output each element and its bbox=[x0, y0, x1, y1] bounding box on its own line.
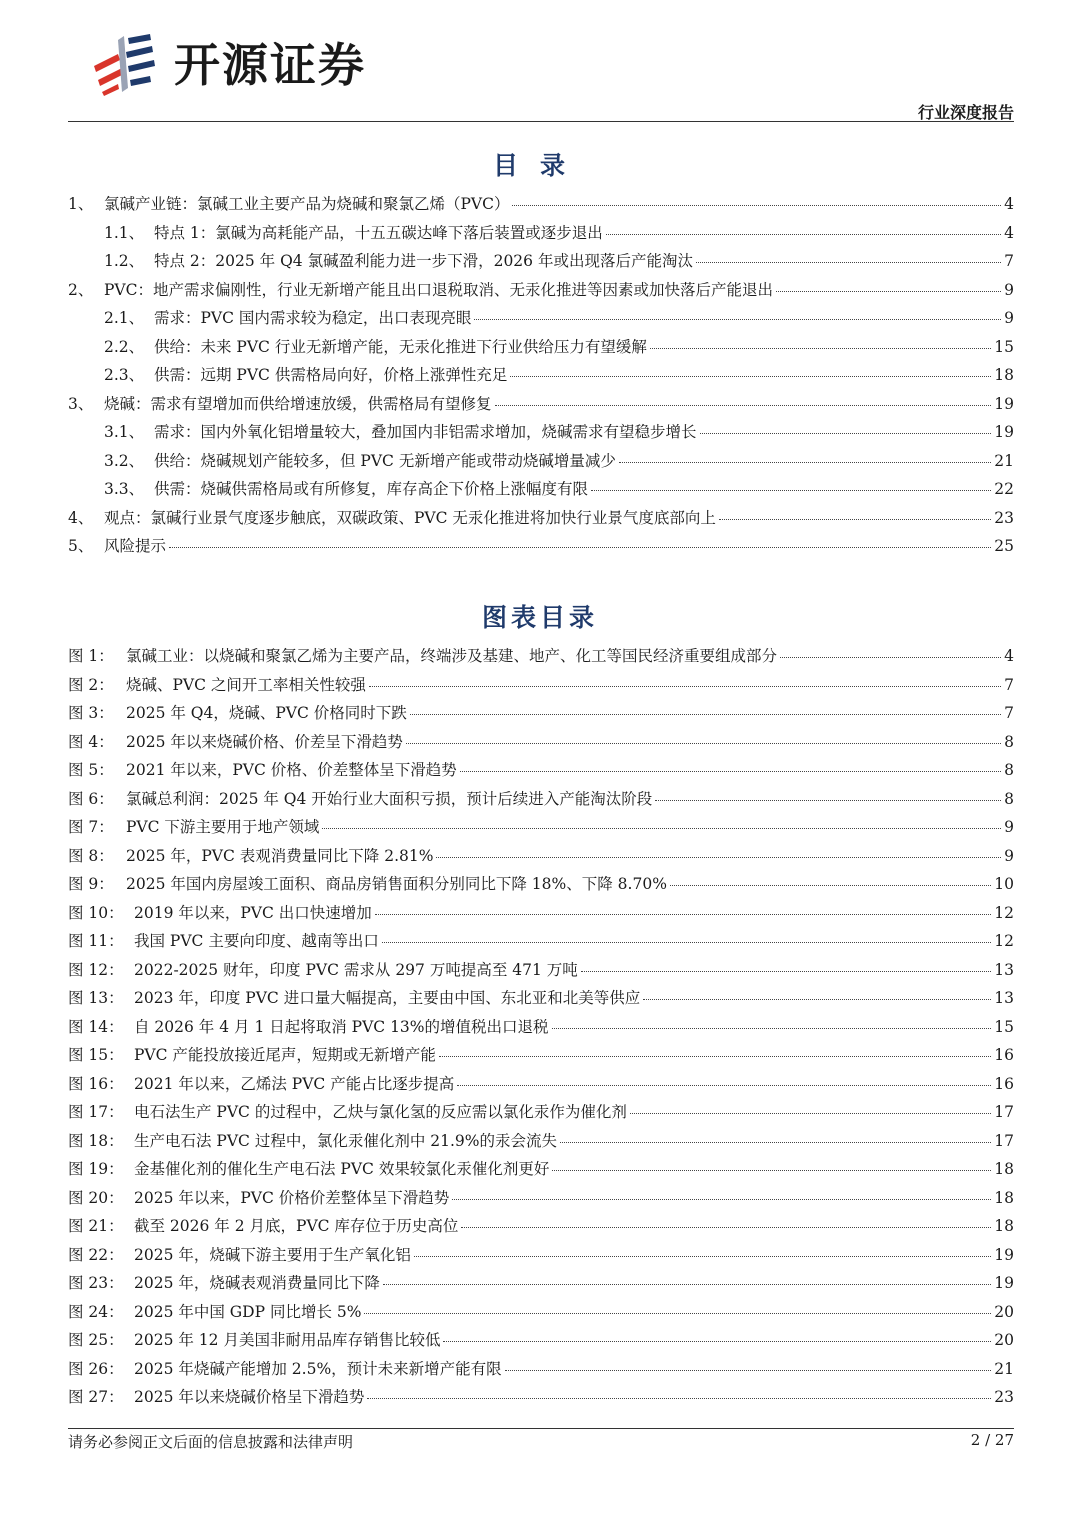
disclaimer-text: 请务必参阅正文后面的信息披露和法律声明 bbox=[68, 1433, 354, 1451]
figure-entry[interactable] bbox=[68, 673, 1014, 702]
entry-page: 18 bbox=[994, 366, 1014, 384]
dot-leader bbox=[474, 319, 1001, 320]
dot-leader bbox=[670, 885, 991, 886]
entry-page: 13 bbox=[994, 960, 1014, 979]
dot-leader bbox=[375, 914, 991, 915]
dot-leader bbox=[406, 743, 1001, 744]
entry-number: 1.2、 bbox=[104, 252, 145, 270]
dot-leader bbox=[700, 433, 992, 434]
entry-title: 2025 年 12 月美国非耐用品库存销售比较低 bbox=[134, 1331, 441, 1349]
entry-title: 2025 年以来烧碱价格、价差呈下滑趋势 bbox=[126, 732, 403, 751]
entry-page: 21 bbox=[994, 451, 1014, 470]
dot-leader bbox=[495, 405, 992, 406]
dot-leader bbox=[169, 547, 991, 548]
figure-entry[interactable] bbox=[68, 730, 1014, 759]
logo-mark-icon bbox=[88, 32, 160, 98]
entry-title: 观点：氯碱行业景气度逐步触底，双碳政策、PVC 无汞化推进将加快行业景气度底部向上 bbox=[104, 508, 716, 527]
entry-title: 2025 年以来烧碱价格呈下滑趋势 bbox=[134, 1388, 365, 1406]
figure-entry[interactable] bbox=[68, 1214, 1014, 1243]
entry-page: 12 bbox=[994, 932, 1014, 950]
dot-leader bbox=[696, 262, 1001, 263]
entry-title: 2021 年以来，PVC 价格、价差整体呈下滑趋势 bbox=[126, 761, 457, 779]
dot-leader bbox=[452, 1199, 991, 1200]
entry-number: 图 20： bbox=[68, 1188, 124, 1207]
dot-leader bbox=[383, 1284, 991, 1285]
entry-page: 19 bbox=[994, 394, 1014, 413]
entry-page: 18 bbox=[994, 1160, 1014, 1178]
entry-number: 图 26： bbox=[68, 1359, 124, 1378]
toc-entry[interactable] bbox=[68, 363, 1014, 392]
entry-title: 自 2026 年 4 月 1 日起将取消 PVC 13%的增值税出口退税 bbox=[134, 1017, 549, 1036]
figure-entry[interactable] bbox=[68, 844, 1014, 873]
entry-title: 供给：烧碱规划产能较多，但 PVC 无新增产能或带动烧碱增量减少 bbox=[154, 451, 616, 470]
entry-title: 烧碱：需求有望增加而供给增速放缓，供需格局有望修复 bbox=[104, 394, 492, 413]
entry-title: 特点 2：2025 年 Q4 氯碱盈利能力进一步下滑，2026 年或出现落后产能淘汰 bbox=[154, 252, 693, 270]
toc-entry[interactable] bbox=[68, 306, 1014, 335]
entry-title: 2023 年，印度 PVC 进口量大幅提高，主要由中国、东北亚和北美等供应 bbox=[134, 989, 641, 1007]
toc-heading: 目录 bbox=[492, 151, 587, 180]
entry-page: 20 bbox=[994, 1302, 1014, 1321]
dot-leader bbox=[655, 800, 1001, 801]
figure-entry[interactable] bbox=[68, 929, 1014, 958]
entry-page: 7 bbox=[1004, 675, 1014, 694]
entry-title: 2025 年烧碱产能增加 2.5%，预计未来新增产能有限 bbox=[134, 1359, 502, 1378]
entry-number: 图 16： bbox=[68, 1074, 124, 1093]
entry-number: 图 9： bbox=[68, 875, 114, 893]
entry-title: 氯碱总利润：2025 年 Q4 开始行业大面积亏损，预计后续进入产能淘汰阶段 bbox=[126, 789, 653, 808]
dot-leader bbox=[591, 490, 991, 491]
dot-leader bbox=[719, 519, 991, 520]
figure-entry[interactable] bbox=[68, 758, 1014, 787]
entry-number: 图 5： bbox=[68, 761, 114, 779]
toc-entry[interactable] bbox=[68, 278, 1014, 307]
dot-leader bbox=[560, 1142, 991, 1143]
entry-page: 17 bbox=[994, 1103, 1014, 1121]
dot-leader bbox=[630, 1113, 991, 1114]
entry-number: 3.3、 bbox=[104, 480, 145, 498]
entry-number: 图 1： bbox=[68, 647, 114, 665]
entry-page: 19 bbox=[994, 1245, 1014, 1264]
figure-entry[interactable] bbox=[68, 787, 1014, 816]
entry-number: 图 14： bbox=[68, 1017, 124, 1036]
entry-number: 图 6： bbox=[68, 789, 114, 808]
entry-page: 4 bbox=[1004, 647, 1014, 665]
entry-number: 1、 bbox=[68, 195, 94, 213]
entry-title: 2019 年以来，PVC 出口快速增加 bbox=[134, 903, 372, 922]
entry-number: 1.1、 bbox=[104, 223, 145, 242]
dot-leader bbox=[410, 714, 1001, 715]
entry-number: 图 24： bbox=[68, 1302, 124, 1321]
figure-entry[interactable] bbox=[68, 1385, 1014, 1414]
dot-leader bbox=[439, 1056, 991, 1057]
entry-page: 20 bbox=[994, 1331, 1014, 1349]
entry-page: 16 bbox=[994, 1074, 1014, 1093]
entry-number: 图 17： bbox=[68, 1103, 124, 1121]
entry-page: 9 bbox=[1004, 309, 1014, 327]
dot-leader bbox=[457, 1085, 991, 1086]
entry-number: 2.2、 bbox=[104, 337, 145, 356]
dot-leader bbox=[776, 291, 1001, 292]
entry-number: 图 4： bbox=[68, 732, 114, 751]
dot-leader bbox=[322, 828, 1001, 829]
entry-title: 烧碱、PVC 之间开工率相关性较强 bbox=[126, 675, 366, 694]
entry-page: 4 bbox=[1004, 223, 1014, 242]
entry-title: 氯碱工业：以烧碱和聚氯乙烯为主要产品，终端涉及基建、地产、化工等国民经济重要组成部分 bbox=[126, 647, 778, 665]
header-divider bbox=[68, 121, 1014, 122]
toc-entry[interactable] bbox=[68, 392, 1014, 421]
entry-title: 2025 年中国 GDP 同比增长 5% bbox=[134, 1302, 362, 1321]
dot-leader bbox=[436, 857, 1001, 858]
dot-leader bbox=[505, 1370, 992, 1371]
figure-entry[interactable] bbox=[68, 986, 1014, 1015]
entry-number: 图 19： bbox=[68, 1160, 124, 1178]
figure-entry[interactable] bbox=[68, 1129, 1014, 1158]
entry-number: 图 11： bbox=[68, 932, 124, 950]
entry-title: 特点 1：氯碱为高耗能产品，十五五碳达峰下落后装置或逐步退出 bbox=[154, 223, 603, 242]
entry-number: 3.1、 bbox=[104, 423, 145, 441]
dot-leader bbox=[369, 686, 1001, 687]
entry-page: 17 bbox=[994, 1131, 1014, 1150]
figure-entry[interactable] bbox=[68, 1043, 1014, 1072]
entry-number: 图 8： bbox=[68, 846, 114, 865]
entry-number: 5、 bbox=[68, 537, 94, 555]
entry-number: 2.1、 bbox=[104, 309, 145, 327]
toc-entry[interactable] bbox=[68, 449, 1014, 478]
dot-leader bbox=[414, 1256, 991, 1257]
entry-page: 25 bbox=[994, 537, 1014, 555]
entry-title: 2025 年以来，PVC 价格价差整体呈下滑趋势 bbox=[134, 1188, 450, 1207]
entry-page: 9 bbox=[1004, 846, 1014, 865]
entry-title: 风险提示 bbox=[104, 537, 167, 555]
entry-title: 需求：国内外氧化铝增量较大，叠加国内非铝需求增加，烧碱需求有望稳步增长 bbox=[154, 423, 697, 441]
dot-leader bbox=[643, 999, 991, 1000]
entry-page: 15 bbox=[994, 1017, 1014, 1036]
entry-title: 供需：远期 PVC 供需格局向好，价格上涨弹性充足 bbox=[154, 366, 508, 384]
entry-page: 18 bbox=[994, 1188, 1014, 1207]
dot-leader bbox=[512, 205, 1001, 206]
entry-page: 19 bbox=[994, 1274, 1014, 1292]
entry-title: 生产电石法 PVC 过程中，氯化汞催化剂中 21.9%的汞会流失 bbox=[134, 1131, 558, 1150]
entry-number: 图 3： bbox=[68, 704, 114, 722]
figure-entry[interactable] bbox=[68, 701, 1014, 730]
dot-leader bbox=[364, 1313, 991, 1314]
dot-leader bbox=[460, 771, 1001, 772]
entry-number: 图 23： bbox=[68, 1274, 124, 1292]
dot-leader bbox=[581, 971, 991, 972]
entry-number: 图 13： bbox=[68, 989, 124, 1007]
entry-number: 图 22： bbox=[68, 1245, 124, 1264]
entry-title: 2025 年，PVC 表观消费量同比下降 2.81% bbox=[126, 846, 434, 865]
entry-title: PVC 产能投放接近尾声，短期或无新增产能 bbox=[134, 1046, 436, 1064]
figure-entry[interactable] bbox=[68, 644, 1014, 673]
entry-number: 图 2： bbox=[68, 675, 114, 694]
entry-title: 供需：烧碱供需格局或有所修复，库存高企下价格上涨幅度有限 bbox=[154, 480, 589, 498]
entry-title: 截至 2026 年 2 月底，PVC 库存位于历史高位 bbox=[134, 1217, 459, 1235]
toc-entry[interactable] bbox=[68, 221, 1014, 250]
dot-leader bbox=[650, 348, 991, 349]
dot-leader bbox=[461, 1227, 991, 1228]
dot-leader bbox=[510, 376, 991, 377]
entry-number: 2.3、 bbox=[104, 366, 145, 384]
entry-page: 12 bbox=[994, 903, 1014, 922]
entry-number: 图 10： bbox=[68, 903, 124, 922]
entry-page: 4 bbox=[1004, 195, 1014, 213]
figure-entry[interactable] bbox=[68, 1243, 1014, 1272]
report-type-label: 行业深度报告 bbox=[917, 103, 1014, 122]
figures-heading: 图表目录 bbox=[481, 603, 598, 632]
toc-entry[interactable] bbox=[68, 335, 1014, 364]
dot-leader bbox=[619, 462, 991, 463]
entry-page: 23 bbox=[994, 508, 1014, 527]
dot-leader bbox=[443, 1341, 991, 1342]
dot-leader bbox=[382, 942, 991, 943]
entry-page: 16 bbox=[994, 1046, 1014, 1064]
toc-entry[interactable] bbox=[68, 192, 1014, 221]
dot-leader bbox=[606, 234, 1001, 235]
toc-list bbox=[68, 192, 1014, 563]
figure-entry[interactable] bbox=[68, 1157, 1014, 1186]
entry-page: 15 bbox=[994, 337, 1014, 356]
entry-number: 4、 bbox=[68, 508, 94, 527]
toc-entry[interactable] bbox=[68, 506, 1014, 535]
entry-title: 供给：未来 PVC 行业无新增产能，无汞化推进下行业供给压力有望缓解 bbox=[154, 337, 647, 356]
entry-page: 22 bbox=[994, 480, 1014, 498]
toc-entry[interactable] bbox=[68, 249, 1014, 278]
entry-number: 2、 bbox=[68, 280, 94, 299]
figure-entry[interactable] bbox=[68, 1357, 1014, 1386]
entry-page: 19 bbox=[994, 423, 1014, 441]
dot-leader bbox=[552, 1028, 992, 1029]
entry-title: 2025 年 Q4，烧碱、PVC 价格同时下跌 bbox=[126, 704, 407, 722]
figure-entry[interactable] bbox=[68, 901, 1014, 930]
entry-page: 8 bbox=[1004, 789, 1014, 808]
figure-entry[interactable] bbox=[68, 1072, 1014, 1101]
figure-entry[interactable] bbox=[68, 1328, 1014, 1357]
entry-page: 21 bbox=[994, 1359, 1014, 1378]
entry-title: 金基催化剂的催化生产电石法 PVC 效果较氯化汞催化剂更好 bbox=[134, 1160, 550, 1178]
figure-list bbox=[68, 644, 1014, 1414]
entry-page: 10 bbox=[994, 875, 1014, 893]
figure-entry[interactable] bbox=[68, 1271, 1014, 1300]
figure-entry[interactable] bbox=[68, 1300, 1014, 1329]
entry-page: 9 bbox=[1004, 818, 1014, 836]
toc-entry[interactable] bbox=[68, 420, 1014, 449]
entry-title: 2021 年以来，乙烯法 PVC 产能占比逐步提高 bbox=[134, 1074, 455, 1093]
entry-page: 23 bbox=[994, 1388, 1014, 1406]
dot-leader bbox=[367, 1398, 991, 1399]
entry-title: 2025 年，烧碱下游主要用于生产氧化铝 bbox=[134, 1245, 411, 1264]
toc-entry[interactable] bbox=[68, 477, 1014, 506]
entry-title: PVC：地产需求偏刚性，行业无新增产能且出口退税取消、无汞化推进等因素或加快落后产能退出 bbox=[104, 280, 773, 299]
entry-page: 9 bbox=[1004, 280, 1014, 299]
toc-entry[interactable] bbox=[68, 534, 1014, 563]
entry-number: 图 25： bbox=[68, 1331, 124, 1349]
entry-number: 图 7： bbox=[68, 818, 114, 836]
entry-page: 7 bbox=[1004, 704, 1014, 722]
entry-title: 需求：PVC 国内需求较为稳定，出口表现亮眼 bbox=[154, 309, 472, 327]
footer-divider bbox=[68, 1428, 1014, 1429]
brand-name: 开源证券 bbox=[174, 38, 366, 92]
entry-number: 图 18： bbox=[68, 1131, 124, 1150]
entry-title: 2022-2025 财年，印度 PVC 需求从 297 万吨提高至 471 万吨 bbox=[134, 960, 578, 979]
entry-number: 图 27： bbox=[68, 1388, 124, 1406]
figure-entry[interactable] bbox=[68, 872, 1014, 901]
entry-title: 我国 PVC 主要向印度、越南等出口 bbox=[134, 932, 379, 950]
entry-title: 2025 年国内房屋竣工面积、商品房销售面积分别同比下降 18%、下降 8.70% bbox=[126, 875, 667, 893]
entry-title: 电石法生产 PVC 的过程中，乙炔与氯化氢的反应需以氯化汞作为催化剂 bbox=[134, 1103, 627, 1121]
figure-entry[interactable] bbox=[68, 815, 1014, 844]
entry-title: 氯碱产业链：氯碱工业主要产品为烧碱和聚氯乙烯（PVC） bbox=[104, 195, 510, 213]
entry-page: 7 bbox=[1004, 252, 1014, 270]
page-number: 2 / 27 bbox=[970, 1431, 1014, 1449]
entry-number: 3.2、 bbox=[104, 451, 145, 470]
figure-entry[interactable] bbox=[68, 1186, 1014, 1215]
entry-number: 图 12： bbox=[68, 960, 124, 979]
figure-entry[interactable] bbox=[68, 1100, 1014, 1129]
entry-number: 3、 bbox=[68, 394, 94, 413]
entry-page: 18 bbox=[994, 1217, 1014, 1235]
entry-number: 图 21： bbox=[68, 1217, 124, 1235]
dot-leader bbox=[552, 1170, 991, 1171]
dot-leader bbox=[780, 657, 1001, 658]
figure-entry[interactable] bbox=[68, 1015, 1014, 1044]
entry-page: 8 bbox=[1004, 761, 1014, 779]
entry-number: 图 15： bbox=[68, 1046, 124, 1064]
entry-page: 8 bbox=[1004, 732, 1014, 751]
company-logo bbox=[88, 32, 366, 98]
figure-entry[interactable] bbox=[68, 958, 1014, 987]
entry-title: 2025 年，烧碱表观消费量同比下降 bbox=[134, 1274, 380, 1292]
entry-title: PVC 下游主要用于地产领域 bbox=[126, 818, 320, 836]
entry-page: 13 bbox=[994, 989, 1014, 1007]
